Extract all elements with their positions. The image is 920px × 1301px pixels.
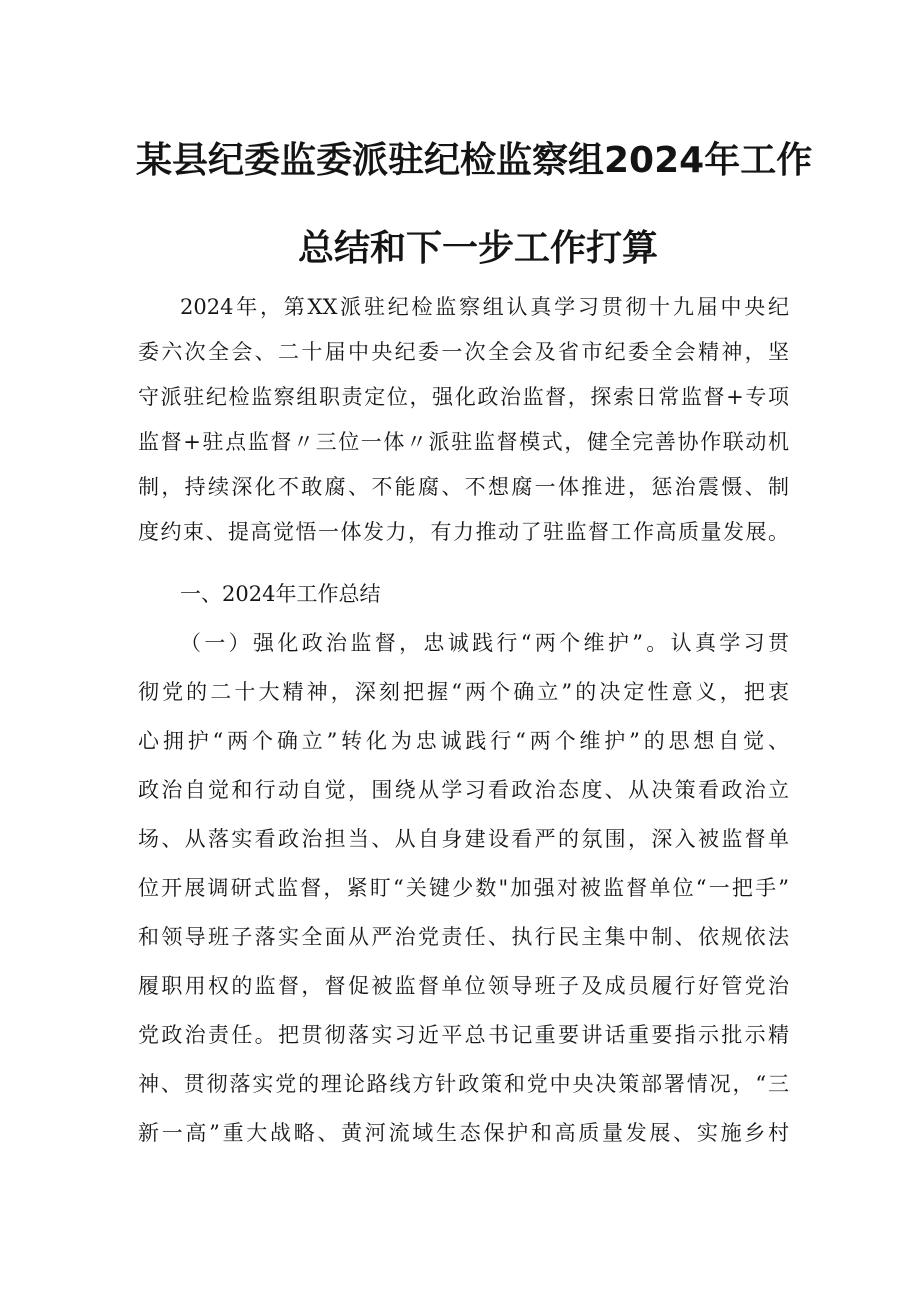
intro-paragraph-line: 委六次全会、二十届中央纪委一次全会及省市纪委全会精神，坚 xyxy=(138,340,789,364)
section-paragraph-line: 新一高”重大战略、黄河流域生态保护和高质量发展、实施乡村 xyxy=(138,1121,789,1145)
section-heading: 一、2024年工作总结 xyxy=(180,582,381,606)
intro-paragraph-line: 守派驻纪检监察组职责定位，强化政治监督，探索日常监督+专项 xyxy=(138,385,789,409)
section-paragraph-line: 彻党的二十大精神，深刻把握“两个确立”的决定性意义，把衷 xyxy=(138,680,789,704)
intro-paragraph-line: 制，持续深化不敢腐、不能腐、不想腐一体推进，惩治震慑、制 xyxy=(138,475,789,499)
section-paragraph-line: 和领导班子落实全面从严治党责任、执行民主集中制、依规依法 xyxy=(138,925,789,949)
document-title-line-2: 总结和下一步工作打算 xyxy=(298,228,659,269)
section-paragraph-line: 心拥护“两个确立”转化为忠诚践行“两个维护”的思想自觉、 xyxy=(138,729,789,753)
intro-paragraph-line: 2024年，第XX派驻纪检监察组认真学习贯彻十九届中央纪 xyxy=(180,295,789,319)
section-paragraph-line: 场、从落实看政治担当、从自身建设看严的氛围，深入被监督单 xyxy=(138,827,789,851)
section-paragraph-line: 神、贯彻落实党的理论路线方针政策和党中央决策部署情况，“三 xyxy=(138,1072,789,1096)
document-title-line-1: 某县纪委监委派驻纪检监察组2024年工作 xyxy=(136,140,813,181)
section-paragraph-line: （一）强化政治监督，忠诚践行“两个维护”。认真学习贯 xyxy=(180,631,789,655)
section-paragraph-line: 政治自觉和行动自觉，围绕从学习看政治态度、从决策看政治立 xyxy=(138,778,789,802)
section-paragraph-line: 党政治责任。把贯彻落实习近平总书记重要讲话重要指示批示精 xyxy=(138,1023,789,1047)
intro-paragraph-line: 度约束、提高觉悟一体发力，有力推动了驻监督工作高质量发展。 xyxy=(138,520,789,544)
section-paragraph-line: 位开展调研式监督，紧盯“关键少数"加强对被监督单位“一把手” xyxy=(138,876,789,900)
section-paragraph-line: 履职用权的监督，督促被监督单位领导班子及成员履行好管党治 xyxy=(138,974,789,998)
intro-paragraph-line: 监督+驻点监督〃三位一体〃派驻监督模式，健全完善协作联动机 xyxy=(138,430,789,454)
